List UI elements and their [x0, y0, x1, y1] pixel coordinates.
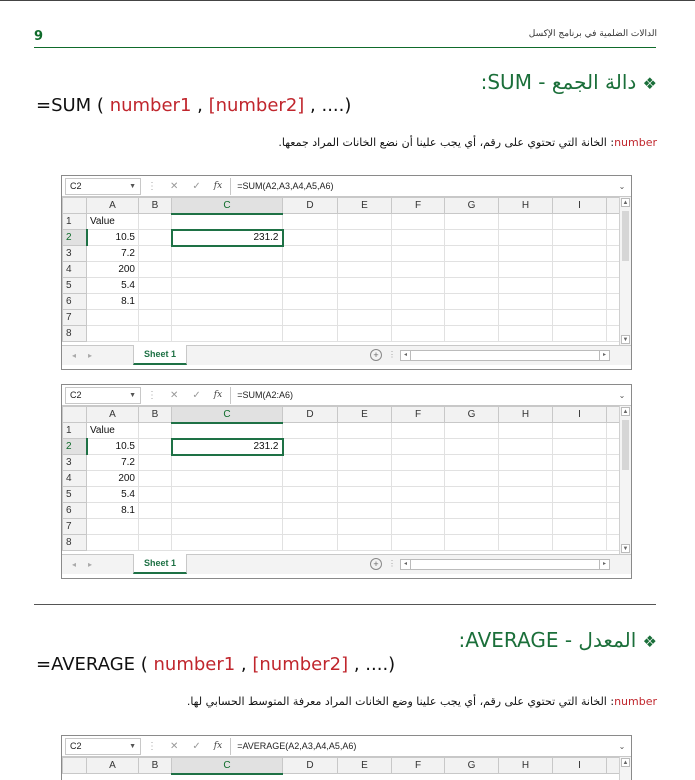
separator: ⋮ — [147, 389, 157, 401]
cell[interactable] — [172, 455, 283, 471]
column-header[interactable]: E — [338, 758, 392, 774]
cell[interactable] — [499, 487, 553, 503]
cell[interactable] — [445, 423, 499, 439]
cell-A4[interactable]: 200 — [87, 471, 139, 487]
cell[interactable] — [392, 471, 445, 487]
cancel-icon[interactable]: ✕ — [170, 740, 179, 752]
column-header[interactable]: C — [172, 758, 283, 774]
column-header[interactable]: A — [87, 758, 139, 774]
row-header[interactable]: 1 — [63, 214, 87, 230]
cell[interactable] — [553, 214, 607, 230]
cell[interactable] — [283, 455, 338, 471]
section-divider — [34, 604, 656, 605]
desc-text: : الخانة التي تحتوي على رقم، أي يجب علينا وضع الخانات المراد معرفة المتوسط الحسابي لها. — [186, 695, 615, 708]
scroll-up-icon[interactable]: ▲ — [622, 760, 629, 766]
cell[interactable] — [172, 503, 283, 519]
cell[interactable] — [499, 310, 553, 326]
cell[interactable] — [338, 214, 392, 230]
cell[interactable] — [445, 455, 499, 471]
cell[interactable] — [172, 246, 283, 262]
column-header[interactable]: C — [172, 407, 283, 423]
cell[interactable] — [139, 455, 172, 471]
cell[interactable] — [283, 535, 338, 551]
cell[interactable] — [172, 310, 283, 326]
name-box[interactable]: C2 ▼ — [65, 178, 141, 195]
formula-syntax-sum — [36, 95, 351, 116]
cell[interactable] — [172, 278, 283, 294]
column-header[interactable]: B — [139, 758, 172, 774]
sheet-tab[interactable]: Sheet 1 — [133, 345, 187, 365]
column-header[interactable]: G — [445, 758, 499, 774]
cell[interactable] — [87, 519, 139, 535]
cell[interactable] — [283, 230, 338, 246]
chevron-down-icon[interactable]: ▼ — [129, 391, 136, 399]
expand-formula-icon[interactable]: ⌄ — [618, 390, 626, 400]
cell[interactable] — [338, 487, 392, 503]
desc-keyword: number — [614, 695, 657, 708]
cell[interactable] — [445, 278, 499, 294]
cancel-icon[interactable]: ✕ — [170, 180, 179, 192]
cell[interactable] — [172, 423, 283, 439]
sheet-nav-arrows-icon[interactable]: ◂▸ — [72, 351, 105, 360]
cell[interactable] — [139, 310, 172, 326]
cell[interactable] — [553, 246, 607, 262]
cell[interactable] — [283, 294, 338, 310]
name-box[interactable]: C2 ▼ — [65, 738, 141, 755]
section-heading-sum — [481, 70, 657, 94]
cell[interactable] — [445, 439, 499, 455]
grid-area — [62, 197, 631, 345]
column-header[interactable]: G — [445, 407, 499, 423]
row-header[interactable]: 4 — [63, 471, 87, 487]
fx-icon[interactable]: fx — [213, 741, 223, 751]
cell[interactable] — [283, 326, 338, 342]
row-header[interactable]: 2 — [63, 439, 87, 455]
cell[interactable] — [283, 310, 338, 326]
row-header[interactable]: 3 — [63, 246, 87, 262]
cell[interactable] — [499, 423, 553, 439]
cell[interactable] — [172, 487, 283, 503]
column-header[interactable]: D — [283, 198, 338, 214]
cell[interactable] — [283, 278, 338, 294]
select-all[interactable] — [63, 758, 87, 774]
row-header[interactable]: 5 — [63, 278, 87, 294]
cell[interactable] — [338, 503, 392, 519]
cell[interactable] — [553, 230, 607, 246]
cell-A2[interactable]: 10.5 — [87, 230, 139, 246]
formula-bar — [62, 176, 631, 197]
cell[interactable] — [553, 503, 607, 519]
row-header[interactable]: 8 — [63, 326, 87, 342]
formula-bar — [62, 385, 631, 406]
scroll-left-icon[interactable]: ◂ — [401, 351, 411, 360]
cell[interactable] — [553, 278, 607, 294]
formula-input[interactable]: =SUM(A2,A3,A4,A5,A6) — [230, 178, 613, 195]
formula-arg2: [number2] — [208, 95, 305, 116]
cell[interactable] — [338, 471, 392, 487]
heading-english: :SUM - — [480, 70, 546, 94]
column-header[interactable]: C — [172, 198, 283, 214]
cell[interactable] — [392, 246, 445, 262]
cell[interactable] — [338, 230, 392, 246]
cell[interactable] — [338, 423, 392, 439]
cell[interactable] — [392, 519, 445, 535]
cell[interactable] — [338, 455, 392, 471]
header-rule — [34, 47, 656, 48]
name-box[interactable]: C2 ▼ — [65, 387, 141, 404]
cell[interactable] — [87, 535, 139, 551]
formula-input[interactable]: =SUM(A2:A6) — [230, 387, 613, 404]
fx-icon[interactable]: fx — [213, 390, 223, 400]
cell[interactable] — [338, 519, 392, 535]
cell-grid — [62, 406, 622, 551]
cell[interactable] — [445, 503, 499, 519]
scroll-down-icon[interactable]: ▼ — [622, 337, 629, 343]
row-header[interactable]: 4 — [63, 262, 87, 278]
running-header: الدالات الضلمية في برنامج الإكسل — [528, 29, 657, 39]
check-icon[interactable]: ✓ — [192, 740, 201, 752]
cell[interactable] — [553, 487, 607, 503]
check-icon[interactable]: ✓ — [192, 389, 201, 401]
separator: ⋮ — [147, 180, 157, 192]
column-header[interactable]: H — [499, 407, 553, 423]
cell[interactable] — [499, 262, 553, 278]
formula-sep: , — [235, 654, 253, 675]
bullet-star-icon: ❖ — [642, 74, 657, 93]
cell-A5[interactable]: 5.4 — [87, 487, 139, 503]
cell[interactable] — [172, 262, 283, 278]
formula-suffix: , ....) — [304, 95, 352, 116]
cell[interactable] — [87, 310, 139, 326]
cell[interactable] — [499, 455, 553, 471]
scroll-left-icon[interactable]: ◂ — [401, 560, 411, 569]
row-header[interactable]: 3 — [63, 455, 87, 471]
cell[interactable] — [172, 519, 283, 535]
scroll-thumb[interactable] — [622, 211, 629, 261]
separator: ⋮ — [147, 740, 157, 752]
cell[interactable] — [392, 214, 445, 230]
grid-area — [62, 406, 631, 554]
cancel-icon[interactable]: ✕ — [170, 389, 179, 401]
cell-A6[interactable]: 8.1 — [87, 503, 139, 519]
description-sum — [278, 136, 657, 149]
column-header[interactable]: B — [139, 407, 172, 423]
cell[interactable] — [499, 230, 553, 246]
cell[interactable] — [445, 519, 499, 535]
cell[interactable] — [392, 423, 445, 439]
cell[interactable] — [445, 262, 499, 278]
cell[interactable] — [283, 214, 338, 230]
horizontal-scrollbar[interactable] — [400, 350, 610, 361]
cell[interactable] — [283, 503, 338, 519]
cell[interactable] — [392, 535, 445, 551]
row-header[interactable]: 8 — [63, 535, 87, 551]
cell[interactable] — [553, 519, 607, 535]
row-header[interactable]: 5 — [63, 487, 87, 503]
cell[interactable] — [139, 246, 172, 262]
cell[interactable] — [553, 262, 607, 278]
cell-A1[interactable]: Value — [87, 423, 139, 439]
excel-window-2 — [61, 384, 632, 579]
column-header[interactable]: D — [283, 758, 338, 774]
cell[interactable] — [445, 535, 499, 551]
cell[interactable] — [338, 535, 392, 551]
cell[interactable] — [553, 294, 607, 310]
excel-window-3 — [61, 735, 632, 780]
sheet-nav-arrows-icon[interactable]: ◂▸ — [72, 560, 105, 569]
scroll-down-icon[interactable]: ▼ — [622, 546, 629, 552]
excel-window-1 — [61, 175, 632, 370]
cell[interactable] — [499, 278, 553, 294]
cell[interactable] — [172, 214, 283, 230]
cell[interactable] — [445, 310, 499, 326]
row-header[interactable]: 6 — [63, 294, 87, 310]
cell-A3[interactable]: 7.2 — [87, 455, 139, 471]
column-header[interactable]: G — [445, 198, 499, 214]
sheet-bar — [62, 554, 631, 574]
column-header[interactable]: D — [283, 407, 338, 423]
cell[interactable] — [499, 214, 553, 230]
plus-icon[interactable]: + — [370, 558, 382, 570]
sheet-tab[interactable]: Sheet 1 — [133, 554, 187, 574]
cell-grid — [62, 757, 622, 775]
scroll-up-icon[interactable]: ▲ — [622, 409, 629, 415]
cell[interactable] — [499, 439, 553, 455]
cell[interactable] — [553, 326, 607, 342]
formula-arg2: [number2] — [252, 654, 349, 675]
vertical-scrollbar[interactable] — [619, 197, 631, 345]
column-header[interactable]: I — [553, 198, 607, 214]
cell-A6[interactable]: 8.1 — [87, 294, 139, 310]
formula-bar — [62, 736, 631, 757]
cell[interactable] — [553, 471, 607, 487]
formula-sep: , — [191, 95, 209, 116]
cell[interactable] — [338, 439, 392, 455]
cell[interactable] — [139, 423, 172, 439]
cell[interactable] — [139, 439, 172, 455]
cell[interactable] — [392, 262, 445, 278]
heading-english: :AVERAGE - — [458, 628, 573, 652]
column-header[interactable]: F — [392, 198, 445, 214]
cell-A3[interactable]: 7.2 — [87, 246, 139, 262]
row-header[interactable]: 2 — [63, 230, 87, 246]
heading-arabic: المعدل — [578, 628, 637, 652]
cell[interactable] — [338, 262, 392, 278]
row-header[interactable]: 1 — [63, 423, 87, 439]
formula-syntax-average — [36, 654, 395, 675]
cell[interactable] — [139, 230, 172, 246]
cell[interactable] — [392, 278, 445, 294]
cell[interactable] — [338, 294, 392, 310]
formula-suffix: , ....) — [348, 654, 396, 675]
page-number: 9 — [34, 29, 44, 44]
separator: ⋮ — [388, 559, 396, 568]
cell[interactable] — [553, 310, 607, 326]
cell-C2-active[interactable]: 231.2 — [172, 230, 283, 246]
scroll-up-icon[interactable]: ▲ — [622, 200, 629, 206]
cell[interactable] — [139, 535, 172, 551]
vertical-scrollbar[interactable] — [619, 757, 631, 780]
column-header[interactable]: H — [499, 758, 553, 774]
cell[interactable] — [139, 326, 172, 342]
scroll-right-icon[interactable]: ▸ — [599, 351, 609, 360]
horizontal-scrollbar[interactable] — [400, 559, 610, 570]
column-header[interactable]: E — [338, 407, 392, 423]
row-header[interactable]: 6 — [63, 503, 87, 519]
cell[interactable] — [499, 519, 553, 535]
section-heading-average — [458, 628, 657, 652]
column-header[interactable]: E — [338, 198, 392, 214]
cell[interactable] — [445, 471, 499, 487]
bullet-star-icon: ❖ — [642, 632, 657, 651]
cell[interactable] — [283, 471, 338, 487]
cell[interactable] — [283, 423, 338, 439]
select-all[interactable] — [63, 198, 87, 214]
cell[interactable] — [172, 326, 283, 342]
heading-arabic: دالة الجمع — [551, 70, 637, 94]
row-header[interactable]: 7 — [63, 310, 87, 326]
description-average — [187, 695, 657, 708]
cell-A2[interactable]: 10.5 — [87, 439, 139, 455]
formula-arg1: number1 — [109, 95, 192, 116]
cell[interactable] — [139, 519, 172, 535]
cell[interactable] — [283, 262, 338, 278]
cell[interactable] — [338, 310, 392, 326]
cell-A5[interactable]: 5.4 — [87, 278, 139, 294]
cell[interactable] — [392, 487, 445, 503]
cell[interactable] — [139, 294, 172, 310]
column-header[interactable]: F — [392, 407, 445, 423]
cell[interactable] — [139, 503, 172, 519]
cell[interactable] — [139, 278, 172, 294]
cell[interactable] — [172, 294, 283, 310]
cell[interactable] — [392, 294, 445, 310]
check-icon[interactable]: ✓ — [192, 180, 201, 192]
cell[interactable] — [553, 439, 607, 455]
expand-formula-icon[interactable]: ⌄ — [618, 181, 626, 191]
cell[interactable] — [283, 439, 338, 455]
cell[interactable] — [338, 246, 392, 262]
cell[interactable] — [445, 214, 499, 230]
cell[interactable] — [392, 326, 445, 342]
chevron-down-icon[interactable]: ▼ — [129, 742, 136, 750]
plus-icon[interactable]: + — [370, 349, 382, 361]
vertical-scrollbar[interactable] — [619, 406, 631, 554]
cell[interactable] — [445, 294, 499, 310]
formula-prefix: =SUM ( — [36, 95, 110, 116]
cell[interactable] — [139, 487, 172, 503]
desc-keyword: number — [614, 136, 657, 149]
select-all[interactable] — [63, 407, 87, 423]
desc-text: : الخانة التي تحتوي على رقم، أي يجب علينا أن نضع الخانات المراد جمعها. — [278, 136, 615, 149]
cell[interactable] — [553, 423, 607, 439]
cell[interactable] — [499, 326, 553, 342]
cell-A4[interactable]: 200 — [87, 262, 139, 278]
cell[interactable] — [499, 246, 553, 262]
cell[interactable] — [392, 503, 445, 519]
column-header[interactable]: H — [499, 198, 553, 214]
cell[interactable] — [139, 471, 172, 487]
cell[interactable] — [499, 294, 553, 310]
cell[interactable] — [499, 503, 553, 519]
cell[interactable] — [445, 487, 499, 503]
cell[interactable] — [392, 455, 445, 471]
page-top-rule — [0, 0, 695, 1]
cell[interactable] — [139, 214, 172, 230]
column-header[interactable]: B — [139, 198, 172, 214]
cell-grid — [62, 197, 622, 342]
expand-formula-icon[interactable]: ⌄ — [618, 741, 626, 751]
column-header[interactable]: A — [87, 198, 139, 214]
cell[interactable] — [139, 262, 172, 278]
chevron-down-icon[interactable]: ▼ — [129, 182, 136, 190]
cell[interactable] — [172, 535, 283, 551]
cell[interactable] — [338, 326, 392, 342]
cell[interactable] — [553, 535, 607, 551]
cell[interactable] — [392, 230, 445, 246]
cell[interactable] — [283, 487, 338, 503]
column-header[interactable]: F — [392, 758, 445, 774]
cell[interactable] — [445, 326, 499, 342]
cell[interactable] — [283, 519, 338, 535]
formula-arg1: number1 — [153, 654, 236, 675]
cell-C2-active[interactable]: 231.2 — [172, 439, 283, 455]
cell[interactable] — [283, 246, 338, 262]
formula-input[interactable]: =AVERAGE(A2,A3,A4,A5,A6) — [230, 738, 613, 755]
cell[interactable] — [445, 230, 499, 246]
cell[interactable] — [445, 246, 499, 262]
fx-icon[interactable]: fx — [213, 181, 223, 191]
cell[interactable] — [499, 535, 553, 551]
cell[interactable] — [392, 310, 445, 326]
cell-A1[interactable]: Value — [87, 214, 139, 230]
column-header[interactable]: A — [87, 407, 139, 423]
column-header[interactable]: I — [553, 758, 607, 774]
sheet-bar — [62, 345, 631, 365]
formula-prefix: =AVERAGE ( — [36, 654, 154, 675]
cell[interactable] — [392, 439, 445, 455]
column-header[interactable]: I — [553, 407, 607, 423]
cell[interactable] — [172, 471, 283, 487]
cell[interactable] — [499, 471, 553, 487]
cell[interactable] — [87, 326, 139, 342]
scroll-thumb[interactable] — [622, 420, 629, 470]
separator: ⋮ — [388, 350, 396, 359]
grid-area — [62, 757, 631, 780]
cell[interactable] — [338, 278, 392, 294]
row-header[interactable]: 7 — [63, 519, 87, 535]
scroll-right-icon[interactable]: ▸ — [599, 560, 609, 569]
cell[interactable] — [553, 455, 607, 471]
